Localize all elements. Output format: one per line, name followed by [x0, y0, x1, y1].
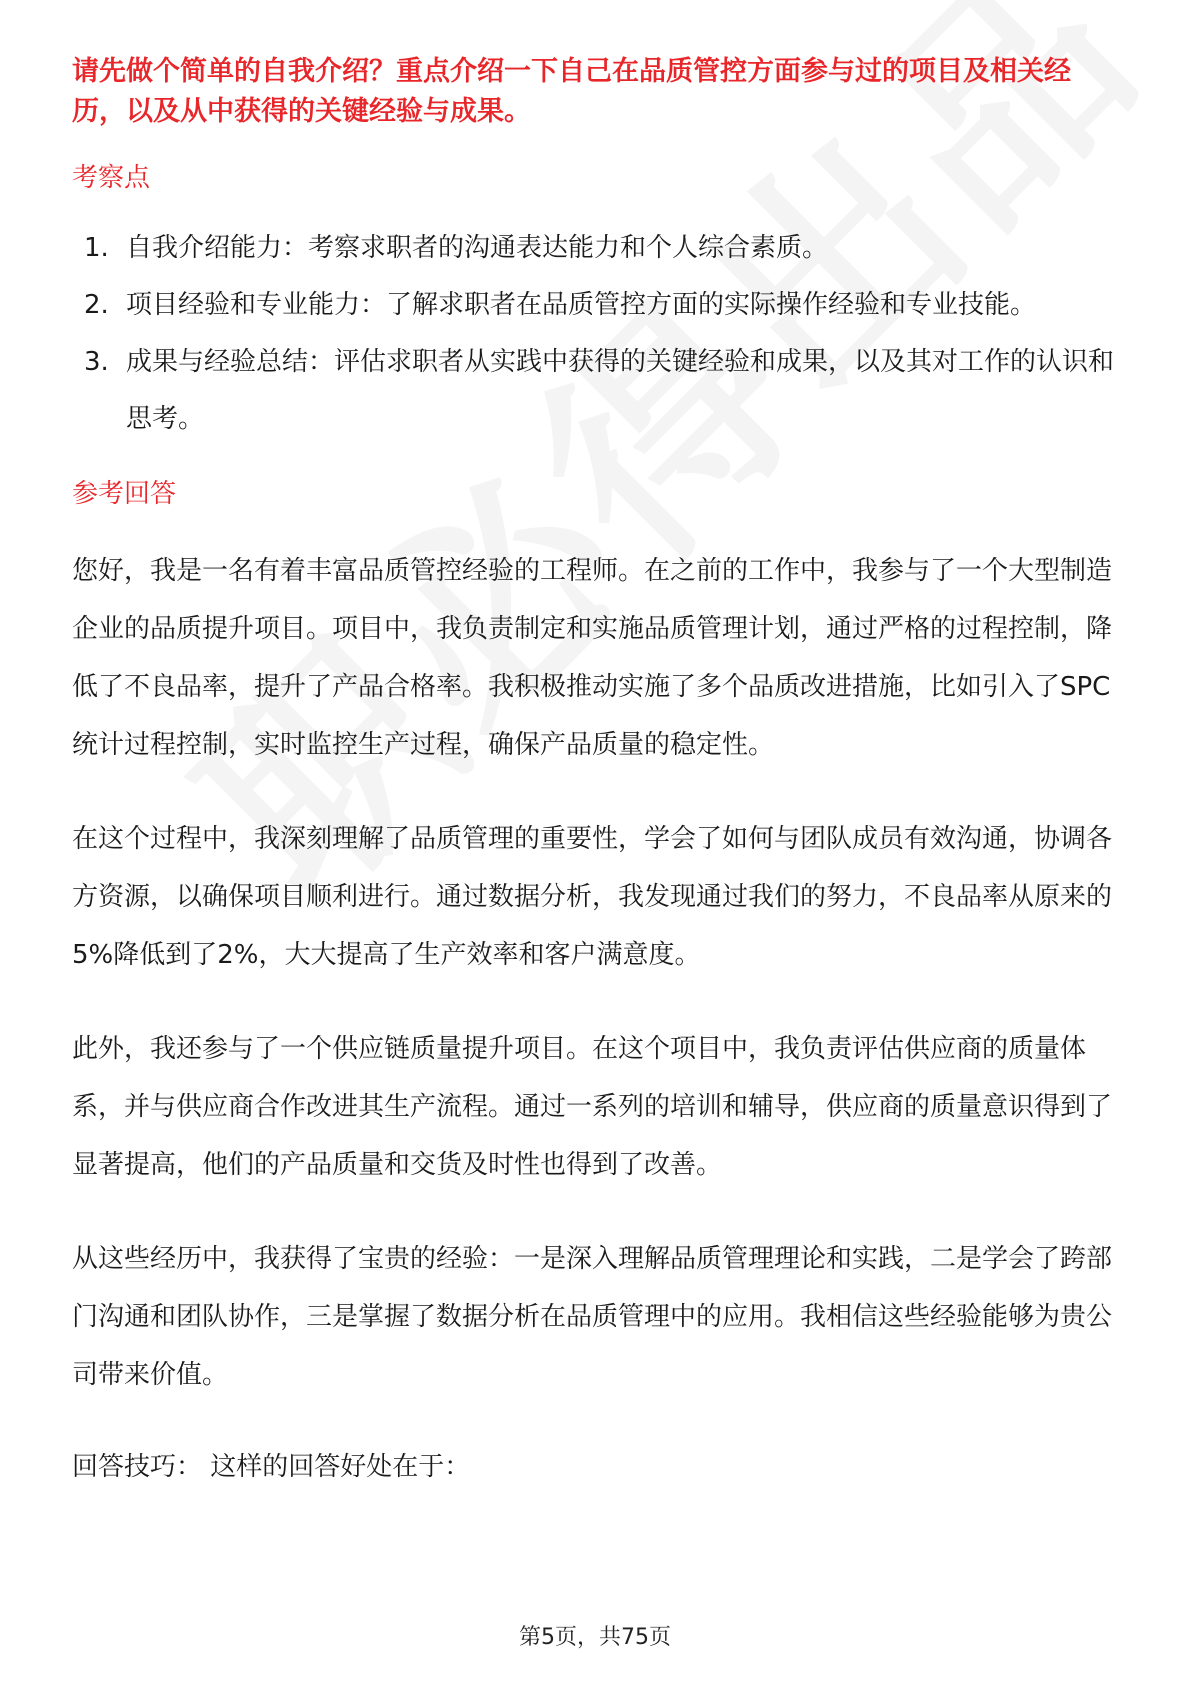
list-item-text: 自我介绍能力：考察求职者的沟通表达能力和个人综合素质。: [126, 233, 829, 263]
list-item-text: 项目经验和专业能力：了解求职者在品质管控方面的实际操作经验和专业技能。: [126, 290, 1037, 320]
answer-title: 参考回答: [72, 479, 177, 509]
list-item: [72, 277, 1122, 334]
question-heading: 请先做个简单的自我介绍？重点介绍一下自己在品质管控方面参与过的项目及相关经历，以及从中获得的关键经验与成果。: [72, 56, 1071, 127]
list-item: [72, 220, 1122, 277]
list-item-text: 成果与经验总结：评估求职者从实践中获得的关键经验和成果，以及其对工作的认识和思考。: [126, 347, 1115, 434]
page-number: 第5页，共75页: [519, 1625, 671, 1650]
list-item: [72, 334, 1122, 448]
answer-tips: 回答技巧： 这样的回答好处在于：: [72, 1452, 471, 1482]
answer-paragraph: 在这个过程中，我深刻理解了品质管理的重要性，学会了如何与团队成员有效沟通，协调各方资源，以确保项目顺利进行。通过数据分析，我发现通过我们的努力，不良品率从原来的5%降低到了2%，大大提高了生产效率和客户满意度。: [72, 824, 1113, 970]
answer-paragraph: 此外，我还参与了一个供应链质量提升项目。在这个项目中，我负责评估供应商的质量体系，并与供应商合作改进其生产流程。通过一系列的培训和辅导，供应商的质量意识得到了显著提高，他们的产品质量和交货及时性也得到了改善。: [72, 1034, 1113, 1180]
list-item-number: 1.: [84, 233, 109, 263]
list-item-number: 3.: [84, 347, 109, 377]
answer-paragraph: 从这些经历中，我获得了宝贵的经验：一是深入理解品质管理理论和实践，二是学会了跨部门沟通和团队协作，三是掌握了数据分析在品质管理中的应用。我相信这些经验能够为贵公司带来价值。: [72, 1244, 1113, 1390]
list-item-number: 2.: [84, 290, 109, 320]
assessment-list: [72, 220, 1122, 448]
answer-paragraph: 您好，我是一名有着丰富品质管控经验的工程师。在之前的工作中，我参与了一个大型制造企业的品质提升项目。项目中，我负责制定和实施品质管理计划，通过严格的过程控制，降低了不良品率，提升了产品合格率。我积极推动实施了多个品质改进措施，比如引入了SPC统计过程控制，实时监控生产过程，确保产品质量的稳定性。: [72, 556, 1113, 760]
document-body: [72, 52, 1122, 1522]
assessment-title: 考察点: [72, 163, 151, 193]
